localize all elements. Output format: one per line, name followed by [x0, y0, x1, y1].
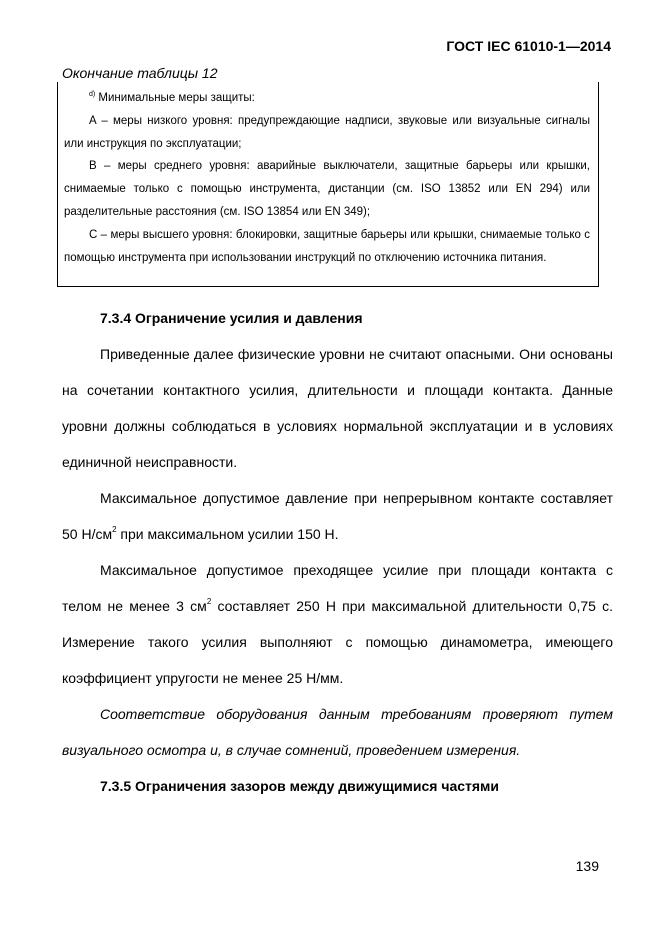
pressure-text-b: при максимальном усилии 150 Н. [116, 526, 339, 542]
paragraph-max-pressure [62, 480, 613, 552]
footnote-item-c: C – меры высшего уровня: блокировки, защитные барьеры или крышки, снимаемые только с помощью инструмента при использовании инструкций по отключению источника питания. [64, 228, 590, 264]
page-number: 139 [575, 858, 599, 874]
main-text [62, 300, 613, 804]
force-text-a: Максимальное допустимое преходящее усилие при площади контакта с телом не менее 3 см [62, 562, 613, 614]
pressure-text-a: Максимальное допустимое давление при непрерывном контакте составляет 50 Н/см [62, 490, 613, 542]
footnote-title [64, 84, 590, 110]
section-heading-7-3-4: 7.3.4 Ограничение усилия и давления [100, 310, 363, 326]
document-header: ГОСТ IEC 61010-1—2014 [446, 38, 611, 54]
paragraph-transient-force [62, 552, 613, 696]
table-footnote-box [57, 82, 599, 287]
footnote-marker: d) [89, 91, 96, 98]
footnote-item-a: A – меры низкого уровня: предупреждающие надписи, звуковые или визуальные сигналы или инструкция по эксплуатации; [64, 114, 590, 150]
footnote-title-text: Минимальные меры защиты: [95, 92, 255, 104]
force-text-b: составляет 250 Н при максимальной длительности 0,75 с. Измерение такого усилия выполняют с помощью динамометра, имеющего коэффициент упругости не менее 25 Н/мм. [62, 598, 614, 686]
force-superscript: 2 [206, 597, 212, 606]
paragraph-physical-levels: Приведенные далее физические уровни не считают опасными. Они основаны на сочетании контактного усилия, длительности и площади контакта. Данные уровни должны соблюдаться в условиях нормальной эксплуатации и в условиях единичной неисправности. [62, 346, 613, 470]
table-caption: Окончание таблицы 12 [62, 65, 218, 81]
compliance-statement: Соответствие оборудования данным требованиям проверяют путем визуального осмотра и, в случае сомнений, проведением измерения. [62, 706, 613, 758]
footnote-item-b: B – меры среднего уровня: аварийные выключатели, защитные барьеры или крышки, снимаемые только с помощью инструмента, дистанции (см. ISO 13852 или EN 294) или разделительные расстояния (см. ISO 13854 или EN 349); [64, 160, 590, 218]
pressure-superscript: 2 [112, 525, 117, 534]
section-heading-7-3-5: 7.3.5 Ограничения зазоров между движущимися частями [100, 778, 500, 794]
